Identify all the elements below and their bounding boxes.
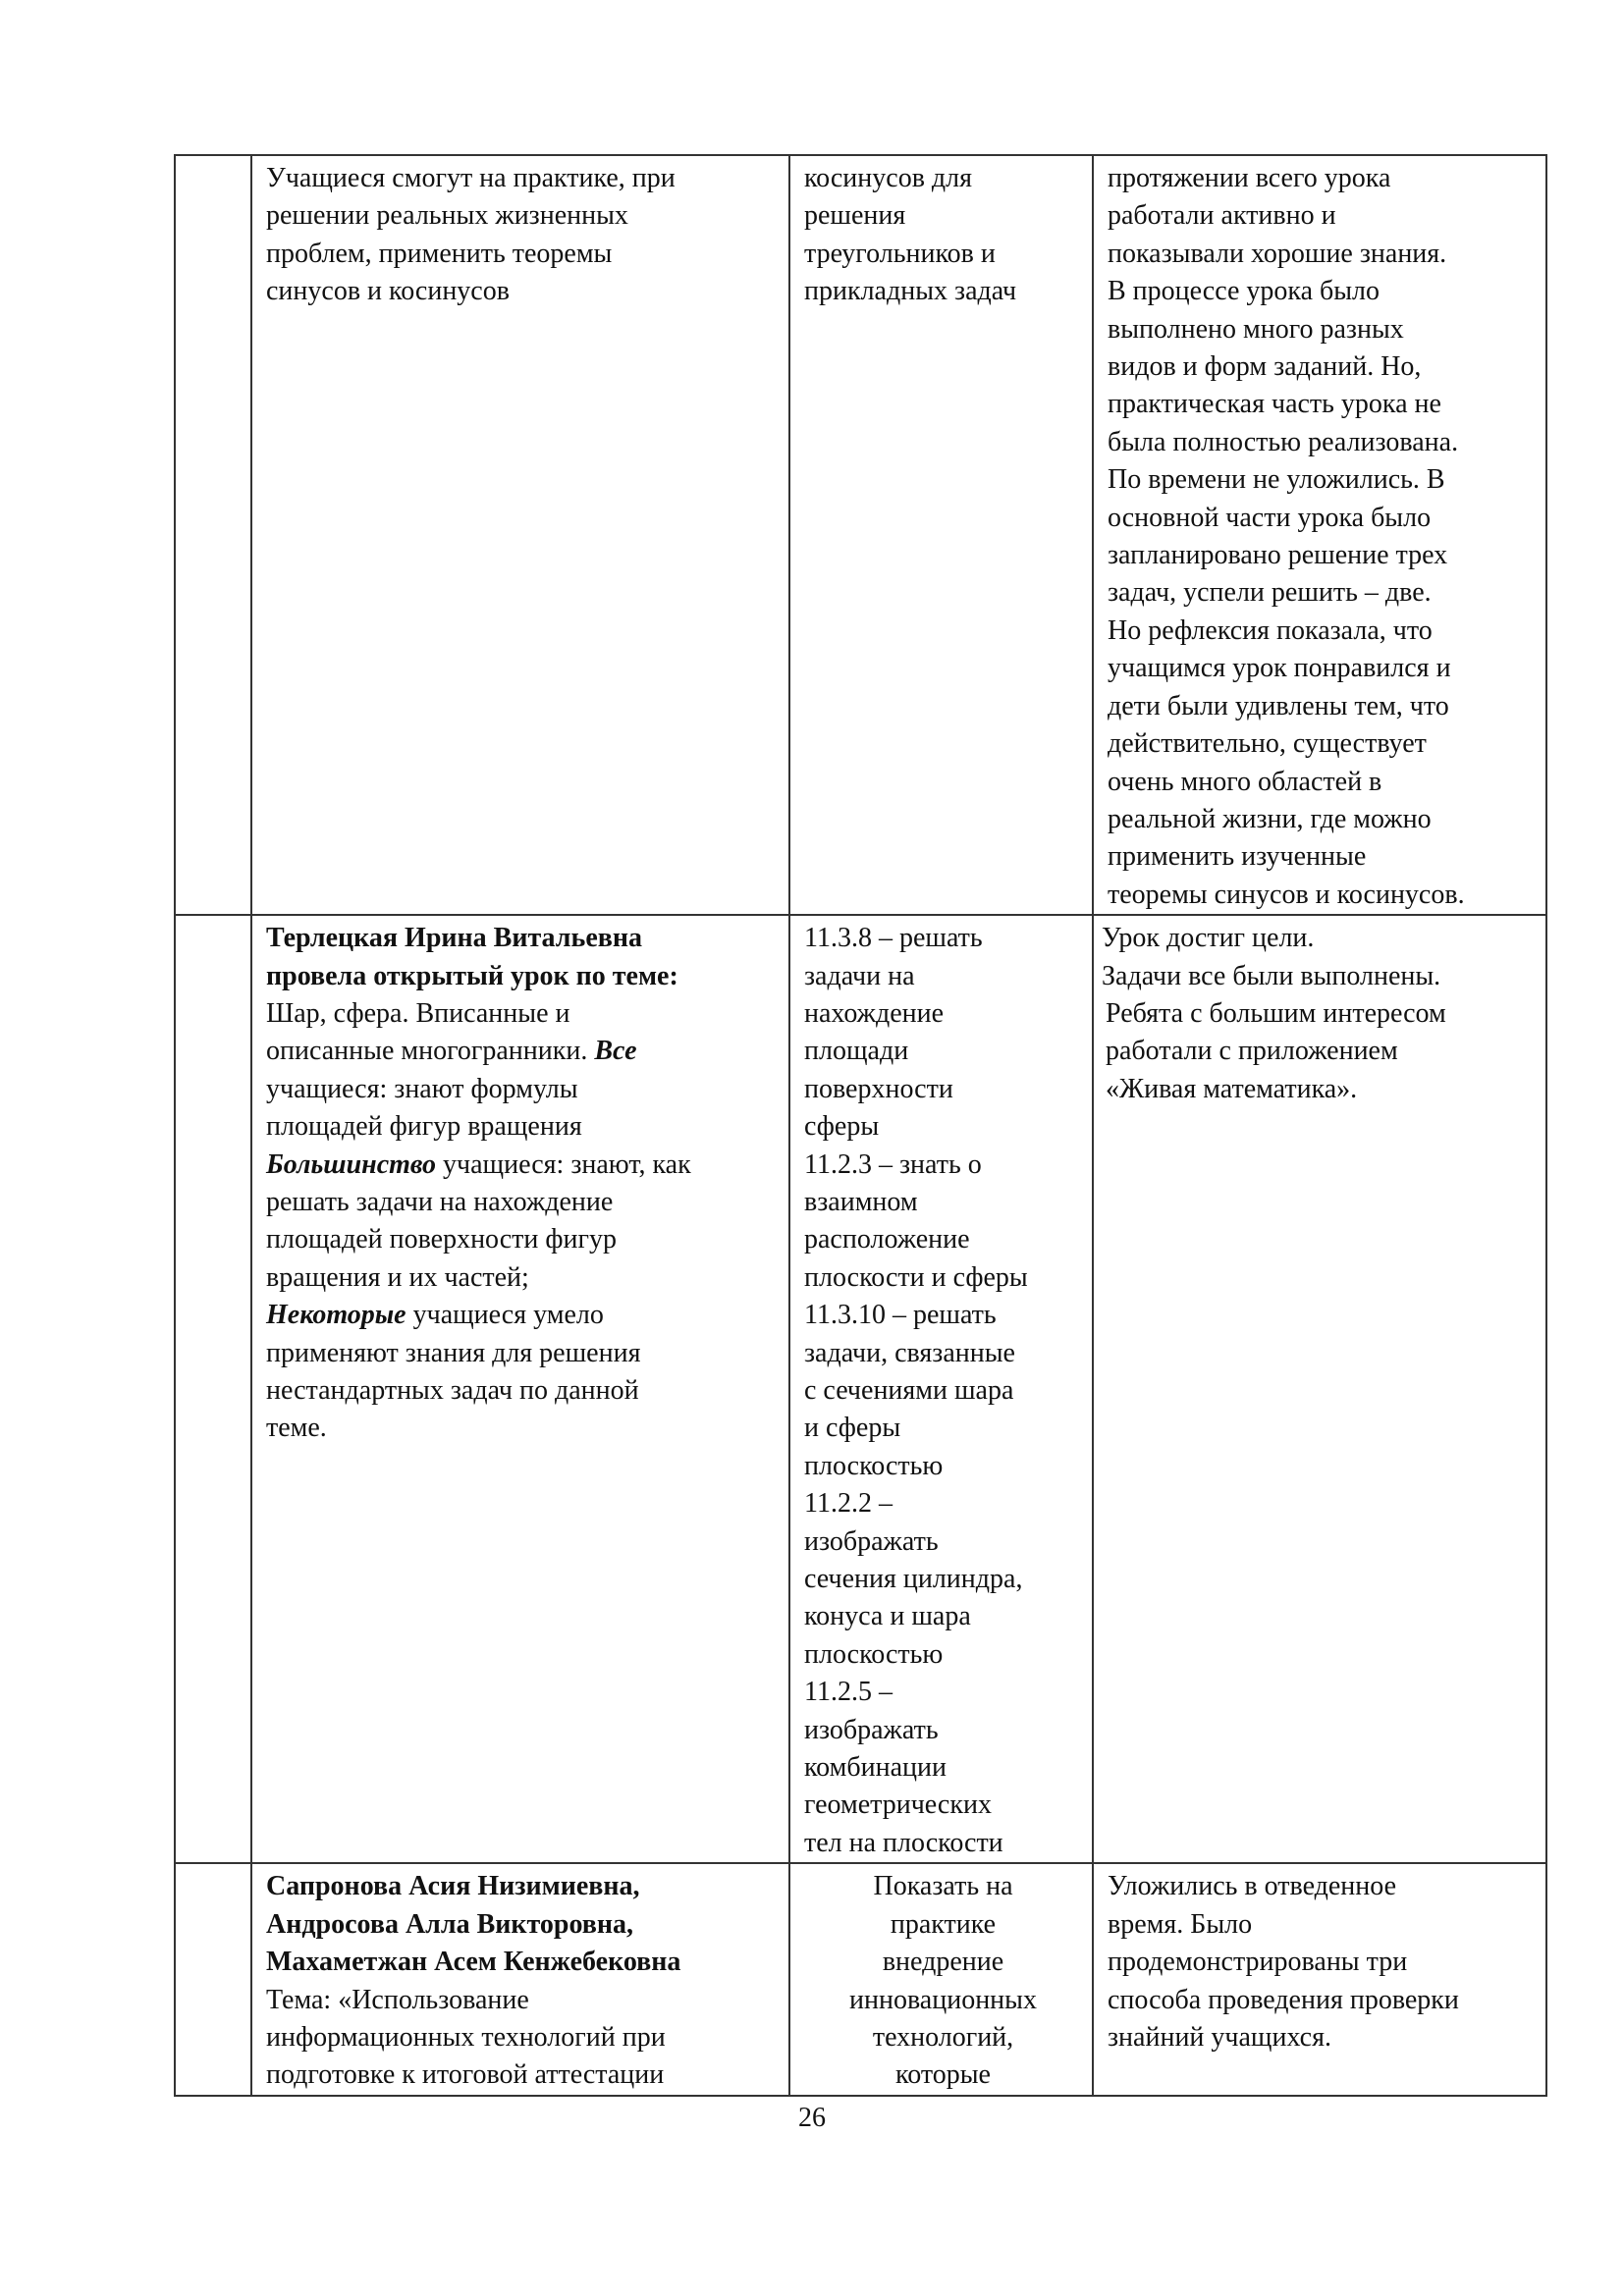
text-line: 11.3.10 – решать	[804, 1300, 997, 1331]
teacher-name: Сапронова Асия Низимиевна,	[266, 1871, 640, 1902]
text-line: По времени не уложились. В	[1108, 464, 1445, 496]
text-line: треугольников и	[804, 238, 996, 269]
text-line: площади	[804, 1036, 909, 1067]
objectives-cell	[789, 915, 1093, 1863]
text-line: описанные многогранники. Все	[266, 1036, 637, 1067]
text-line: решать задачи на нахождение	[266, 1186, 614, 1217]
lesson-description-cell	[251, 155, 789, 915]
text-line: Тема: «Использование	[266, 1984, 529, 2015]
emphasis-majority: Большинство	[266, 1148, 437, 1180]
text-line: нахождение	[804, 997, 945, 1029]
text-line: практике	[890, 1908, 997, 1940]
text-line: вращения и их частей;	[266, 1261, 529, 1293]
text-line: запланировано решение трех	[1108, 540, 1448, 571]
text-line: сечения цилиндра,	[804, 1564, 1023, 1595]
text-line: задачи, связанные	[804, 1337, 1015, 1368]
teacher-name: Андросова Алла Викторовна,	[266, 1908, 634, 1940]
text-line: сферы	[804, 1111, 880, 1143]
text-line: Урок достиг цели.	[1102, 923, 1315, 954]
text-line: 11.2.5 –	[804, 1677, 893, 1708]
results-cell	[1093, 1863, 1546, 2095]
text-line: работали активно и	[1108, 200, 1336, 232]
text-line: косинусов для	[804, 163, 973, 193]
text-line: учащиеся: знают формулы	[266, 1073, 578, 1104]
lesson-description-cell	[251, 915, 789, 1863]
page-number: 26	[798, 2103, 826, 2133]
row-number-cell	[175, 915, 251, 1863]
table-row	[175, 915, 1546, 1863]
text-line: взаимном	[804, 1186, 918, 1217]
text-line: «Живая математика».	[1106, 1073, 1358, 1104]
text-line: которые	[895, 2059, 991, 2091]
table-row	[175, 155, 1546, 915]
text-line: теме.	[266, 1413, 327, 1444]
text-line: комбинации	[804, 1752, 947, 1784]
text-line: геометрических	[804, 1789, 992, 1821]
row-number-cell	[175, 1863, 251, 2095]
text-line: конуса и шара	[804, 1601, 971, 1632]
text-line: Некоторые учащиеся умело	[266, 1300, 604, 1331]
text-line: была полностью реализована.	[1108, 426, 1459, 457]
text-line: дети были удивлены тем, что	[1108, 690, 1449, 721]
text-line: синусов и косинусов	[266, 276, 510, 307]
text-line: Учащиеся смогут на практике, при	[266, 163, 676, 193]
text-line: Задачи все были выполнены.	[1102, 960, 1441, 991]
text-line: видов и форм заданий. Но,	[1108, 351, 1422, 383]
text-line: площадей фигур вращения	[266, 1111, 582, 1143]
objectives-cell	[789, 1863, 1093, 2095]
text-line: 11.2.3 – знать о	[804, 1148, 982, 1180]
text-line: очень много областей в	[1108, 766, 1382, 797]
text-line: подготовке к итоговой аттестации	[266, 2059, 665, 2091]
text-line: показывали хорошие знания.	[1108, 238, 1447, 269]
text-line: информационных технологий при	[266, 2021, 666, 2053]
emphasis-some: Некоторые	[266, 1300, 406, 1331]
text-line: практическая часть урока не	[1108, 389, 1441, 420]
text-line: продемонстрированы три	[1108, 1947, 1408, 1978]
text-line: и сферы	[804, 1413, 901, 1444]
text-line: Уложились в отведенное	[1108, 1871, 1397, 1902]
text-line: знайний учащихся.	[1108, 2021, 1331, 2053]
text-line: нестандартных задач по данной	[266, 1375, 639, 1406]
text-line: Ребята с большим интересом	[1106, 997, 1446, 1029]
results-cell	[1093, 915, 1546, 1863]
emphasis-all: Все	[594, 1036, 637, 1067]
text-line: теоремы синусов и косинусов.	[1108, 879, 1465, 910]
text-line: время. Было	[1108, 1908, 1253, 1940]
lesson-description-cell	[251, 1863, 789, 2095]
objectives-cell	[789, 155, 1093, 915]
text-line: прикладных задач	[804, 276, 1017, 307]
text-line: Большинство учащиеся: знают, как	[266, 1148, 691, 1180]
text-line: поверхности	[804, 1073, 953, 1104]
text-line: проблем, применить теоремы	[266, 238, 613, 269]
text-line: действительно, существует	[1108, 728, 1427, 760]
text-line: плоскости и сферы	[804, 1261, 1028, 1293]
text-line: изображать	[804, 1714, 939, 1745]
teacher-name: Махаметжан Асем Кенжебековна	[266, 1947, 681, 1978]
text-line: Шар, сфера. Вписанные и	[266, 997, 570, 1029]
text-line: тел на плоскости	[804, 1827, 1003, 1858]
text-line: способа проведения проверки	[1108, 1984, 1459, 2015]
text-line: 11.2.2 –	[804, 1488, 893, 1520]
text-line: плоскостью	[804, 1638, 944, 1670]
text-line: задач, успели решить – две.	[1108, 577, 1432, 609]
text-line: расположение	[804, 1224, 970, 1255]
text-line: площадей поверхности фигур	[266, 1224, 618, 1255]
lesson-intro: провела открытый урок по теме:	[266, 960, 678, 991]
text-line: с сечениями шара	[804, 1375, 1014, 1406]
text-line: внедрение	[882, 1947, 1004, 1978]
text-line: решения	[804, 200, 906, 232]
text-line: задачи на	[804, 960, 915, 991]
text-line: работали с приложением	[1106, 1036, 1398, 1067]
text-line: технологий,	[872, 2021, 1014, 2053]
text-line: применить изученные	[1108, 841, 1367, 873]
text-line: изображать	[804, 1525, 939, 1557]
results-cell	[1093, 155, 1546, 915]
text-line: решении реальных жизненных	[266, 200, 628, 232]
teacher-name: Терлецкая Ирина Витальевна	[266, 923, 643, 954]
text-line: Показать на	[873, 1871, 1013, 1902]
text-line: инновационных	[849, 1984, 1037, 2015]
table-row	[175, 1863, 1546, 2095]
text-line: реальной жизни, где можно	[1108, 803, 1432, 834]
text-line: протяжении всего урока	[1108, 163, 1391, 193]
text-line: выполнено много разных	[1108, 313, 1404, 345]
row-number-cell	[175, 155, 251, 915]
text-line: 11.3.8 – решать	[804, 923, 983, 954]
text-line: учащимся урок понравился и	[1108, 653, 1451, 684]
lesson-report-table	[174, 154, 1547, 2097]
text-line: основной части урока было	[1108, 502, 1432, 533]
text-line: применяют знания для решения	[266, 1337, 641, 1368]
text-line: Но рефлексия показала, что	[1108, 614, 1433, 646]
text-line: плоскостью	[804, 1450, 944, 1481]
text-line: В процессе урока было	[1108, 276, 1380, 307]
